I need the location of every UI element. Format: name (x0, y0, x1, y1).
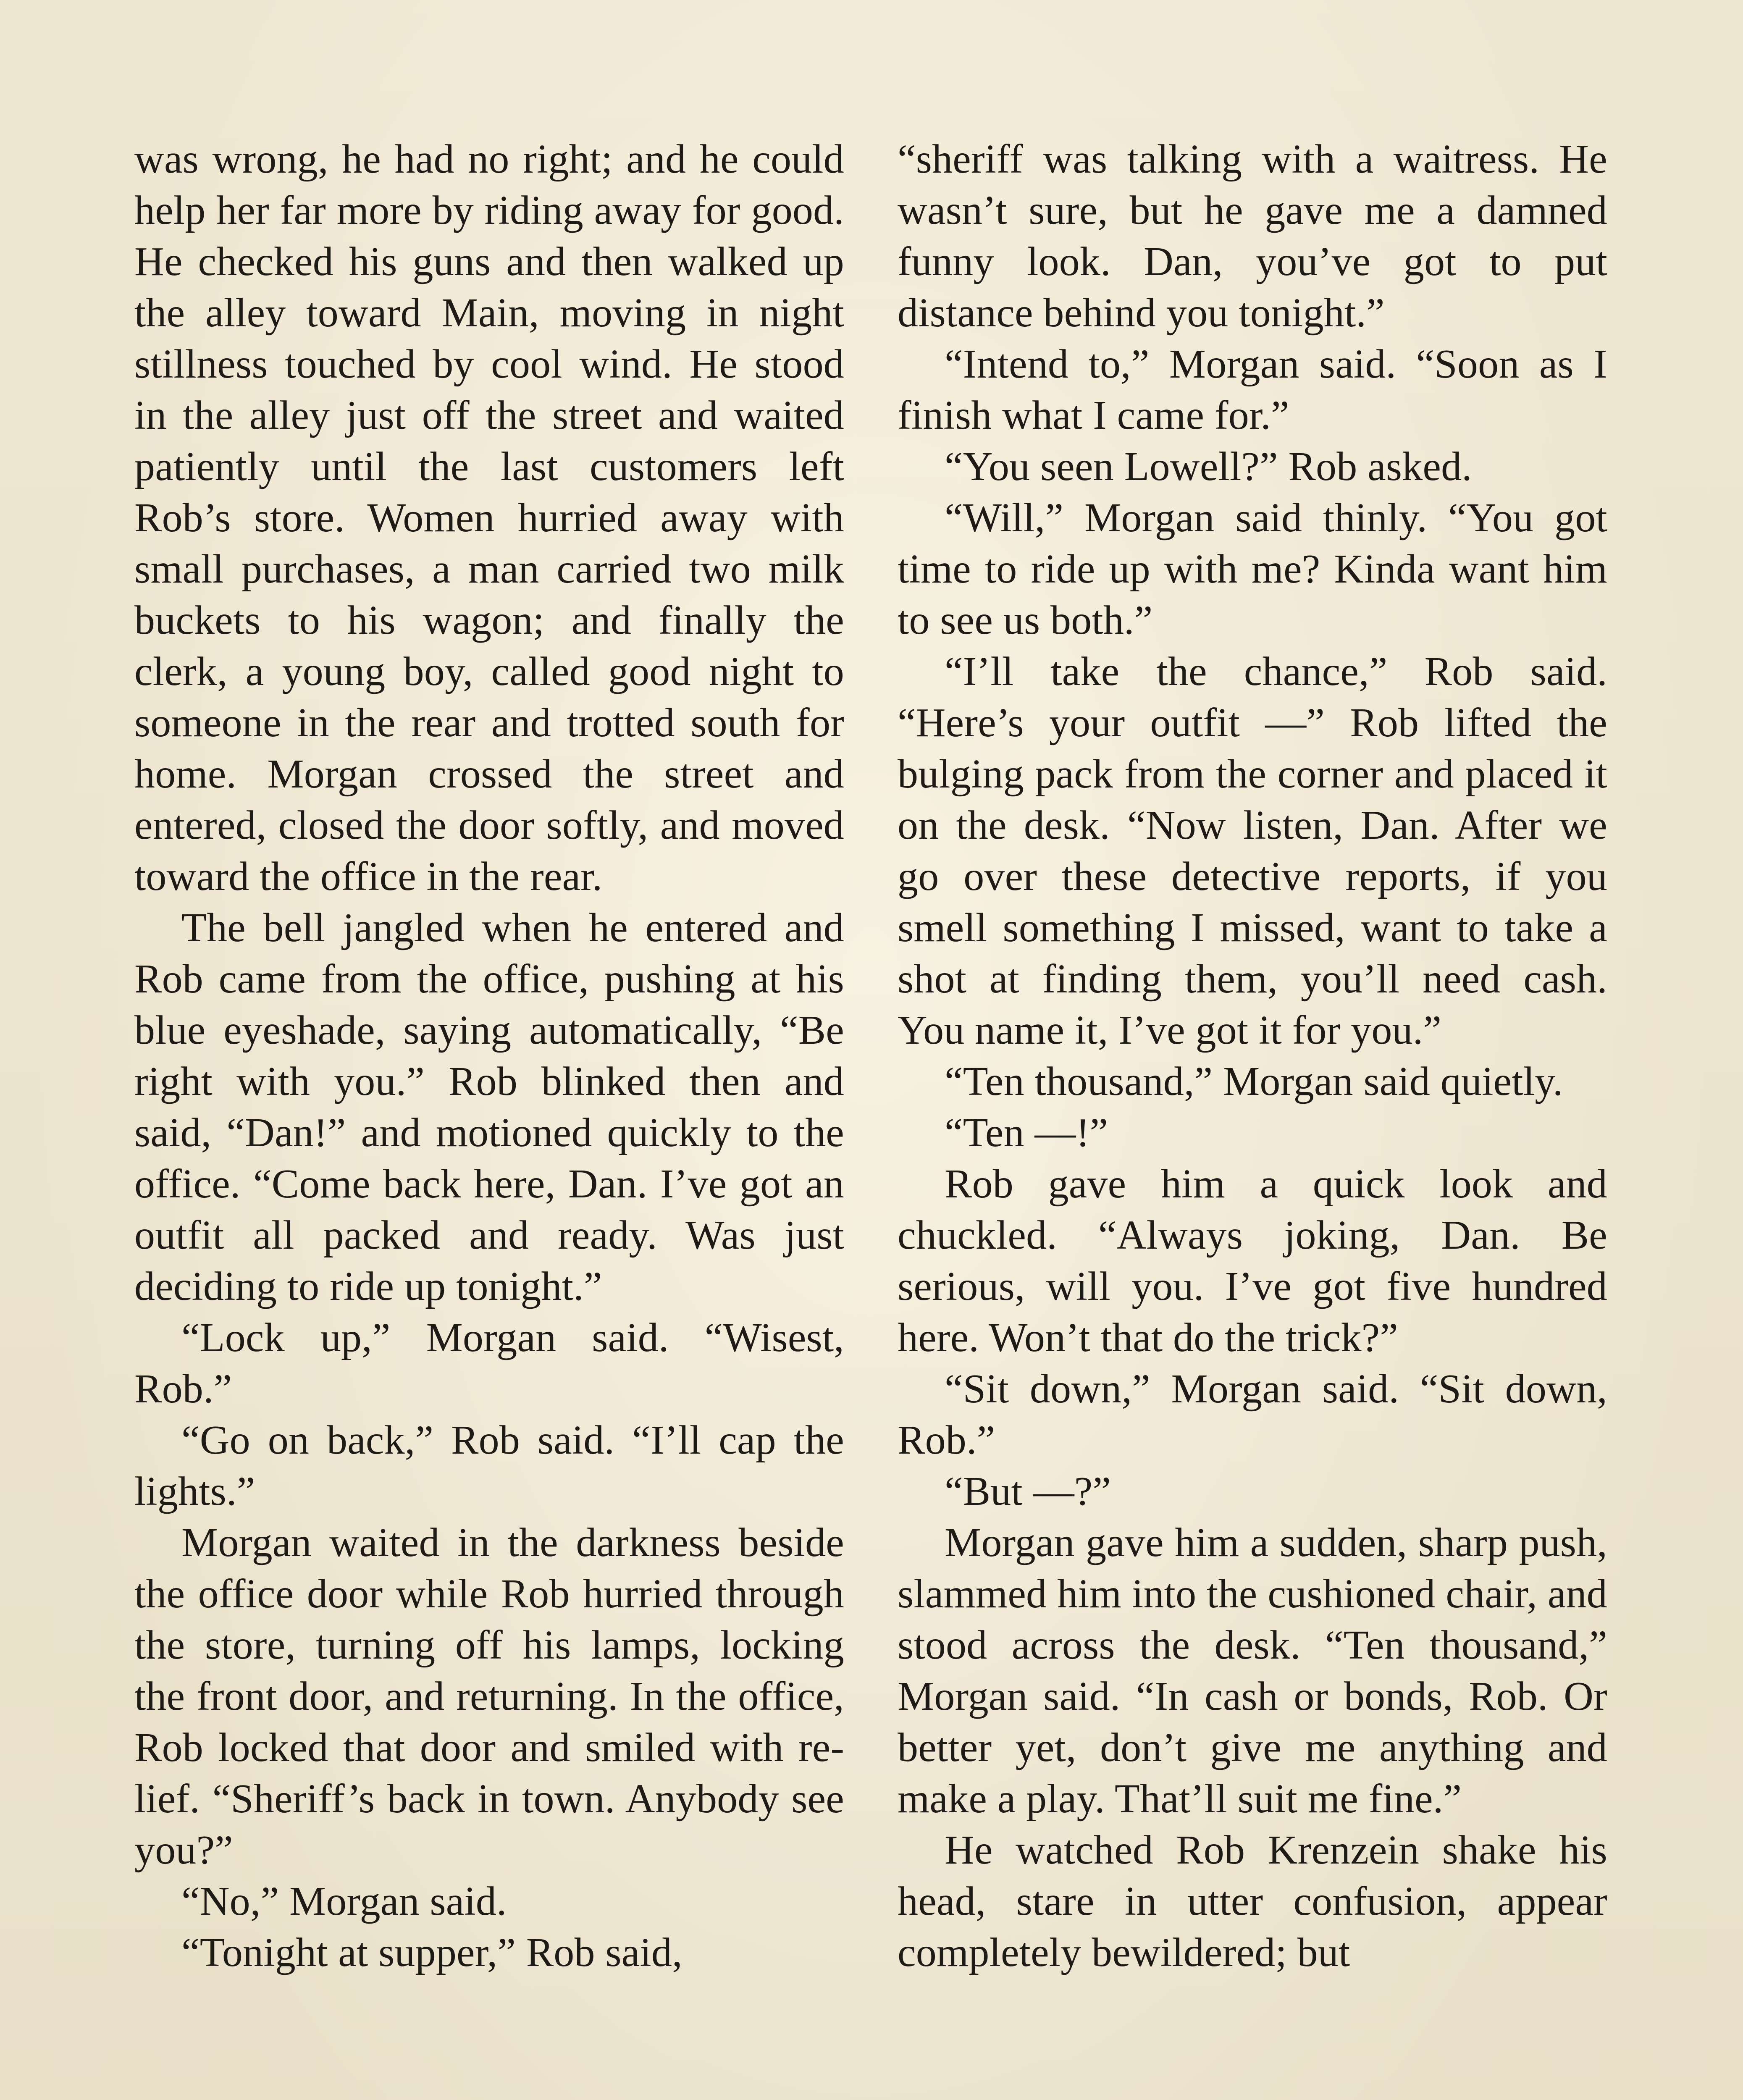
paragraph: “Tonight at supper,” Rob said, (181, 1930, 682, 1975)
paragraph: The bell jangled when he entered and Rob came from the office, pushing at his blue eyeshade, saying automatically, “Be right with you.” Rob blinked then and said, “Dan!” and motioned quickly to the office. “Come back here, Dan. I’ve got an outfit all packed and ready. Was just deciding to ride up tonight.” (134, 905, 844, 1309)
paragraph: He watched Rob Krenzein shake his head, stare in utter confusion, appear completely bewildered; but (898, 1827, 1607, 1975)
paragraph: “sheriff was talking with a waitress. He wasn’t sure, but he gave me a damned funny look. Dan, you’ve got to put distance behind you tonight.” (898, 136, 1607, 336)
paragraph: Rob gave him a quick look and chuckled. “Always joking, Dan. Be serious, will you. I’ve got five hundred here. Won’t that do the trick?” (898, 1161, 1607, 1360)
paragraph: “Intend to,” Morgan said. “Soon as I finish what I came for.” (898, 341, 1607, 438)
paragraph: “No,” Morgan said. (181, 1879, 507, 1924)
paragraph: “Go on back,” Rob said. “I’ll cap the lights.” (134, 1418, 844, 1514)
paragraph: “Sit down,” Morgan said. “Sit down, Rob.” (898, 1366, 1607, 1463)
paragraph: was wrong, he had no right; and he could help her far more by riding away for good. He checked his guns and then walked up the alley toward Main, moving in night stillness touched by cool wind. He stood in the alley just off the street and waited patiently until the last customers left Rob’s store. Women hurried away with small purchases, a man carried two milk buckets to his wagon; and finally the clerk, a young boy, called good night to someone in the rear and trotted south for home. Morgan crossed the street and entered, closed the door softly, and moved toward the office in the rear. (134, 136, 844, 899)
paragraph: Morgan gave him a sudden, sharp push, slammed him into the cushioned chair, and stood across the desk. “Ten thousand,” Morgan said. “In cash or bonds, Rob. Or better yet, don’t give me anything and make a play. That’ll suit me fine.” (898, 1520, 1607, 1822)
paragraph: “Ten —!” (945, 1110, 1108, 1155)
paragraph: “Will,” Morgan said thinly. “You got time to ride up with me? Kinda want him to see us both.” (898, 495, 1607, 643)
right-text-column (898, 134, 1607, 1978)
paragraph: “I’ll take the chance,” Rob said. “Here’s your outfit —” Rob lifted the bulging pack from the corner and placed it on the desk. “Now listen, Dan. After we go over these detective reports, if you smell something I missed, want to take a shot at finding them, you’ll need cash. You name it, I’ve got it for you.” (898, 649, 1607, 1053)
left-text-column (134, 134, 844, 1978)
paragraph: “You seen Lowell?” Rob asked. (945, 444, 1472, 489)
paragraph: “But —?” (945, 1469, 1111, 1514)
paragraph: Morgan waited in the darkness beside the office door while Rob hurried through the store, turning off his lamps, locking the front door, and returning. In the office, Rob locked that door and smiled with relief. “Sheriff’s back in town. Anybody see you?” (134, 1520, 844, 1873)
paragraph: “Ten thousand,” Morgan said quietly. (945, 1059, 1563, 1104)
paragraph: “Lock up,” Morgan said. “Wisest, Rob.” (134, 1315, 844, 1412)
